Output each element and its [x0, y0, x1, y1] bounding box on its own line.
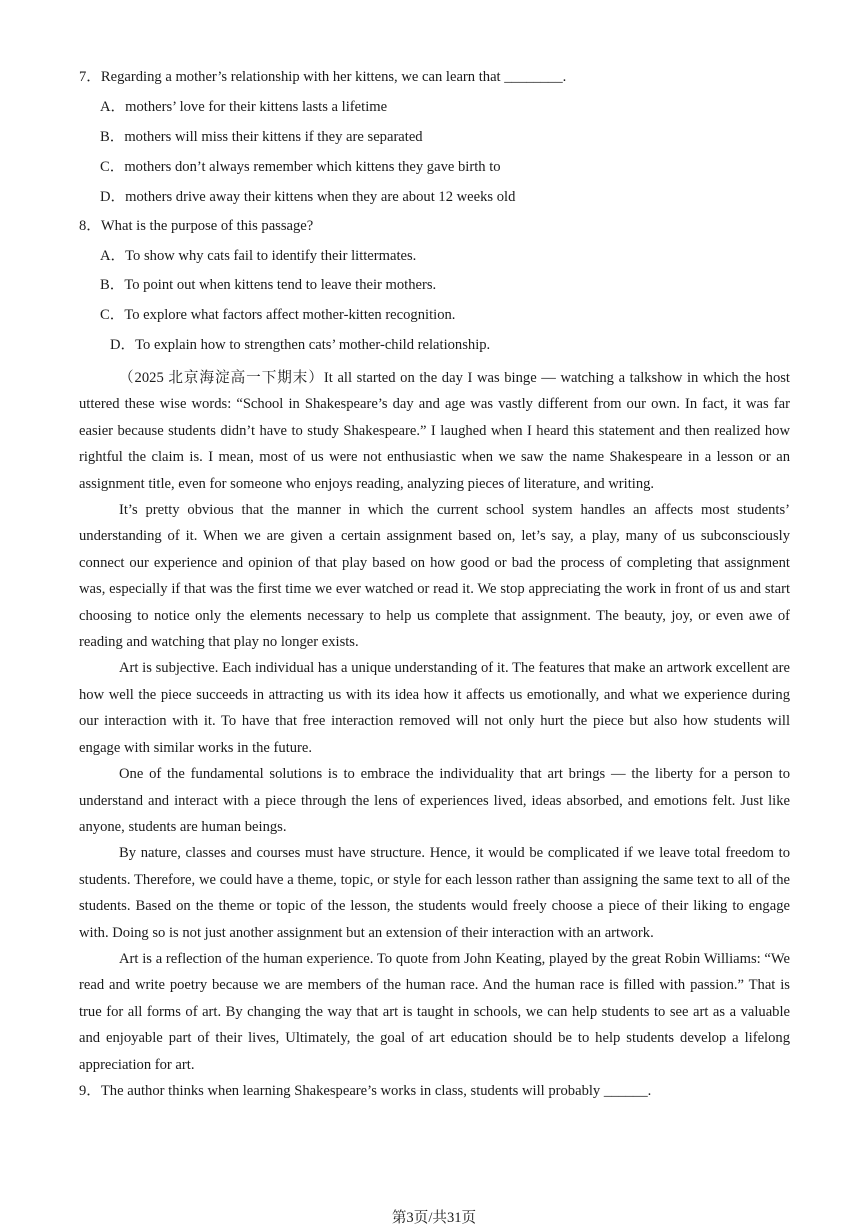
passage-paragraph-3: Art is subjective. Each individual has a unique understanding of it. The features that make an artwork excellent are how well the piece succeeds in attracting us with its idea how it affects us emotionally, and what we experience during our interaction with it. To have that free interaction removed will not only hurt the piece but also how students will engage with similar works in the future. — [79, 660, 790, 756]
question-7-option-d: D．mothers drive away their kittens when they are about 12 weeks old — [100, 189, 516, 205]
question-7-option-c: C．mothers don’t always remember which kittens they gave birth to — [100, 159, 501, 175]
passage-paragraph-2: It’s pretty obvious that the manner in which the current school system handles an affects most students’ understanding of it. When we are given a certain assignment based on, let’s say, a play, many of us subconsciously connect our experience and opinion of that play based on how good or bad the process of completing that assignment was, especially if that was the first time we ever watched or read it. We stop appreciating the work in front of us and start choosing to notice only the elements necessary to help us complete that assignment. The beauty, joy, or even awe of reading and watching that play no longer exists. — [79, 502, 790, 651]
question-7-option-a: A．mothers’ love for their kittens lasts a lifetime — [100, 99, 388, 115]
question-7-stem: 7．Regarding a mother’s relationship with her kittens, we can learn that ________. — [79, 69, 567, 85]
passage-paragraph-5: By nature, classes and courses must have structure. Hence, it would be complicated if we leave total freedom to students. Therefore, we could have a theme, topic, or style for each lesson rather than assigning the same text to all of the students. Based on the theme or topic of the lesson, the students would freely choose a piece of their liking to engage with. Doing so is not just another assignment but an extension of their interaction with an artwork. — [79, 845, 790, 941]
passage-paragraph-4: One of the fundamental solutions is to embrace the individuality that art brings — the liberty for a person to understand and interact with a piece through the lens of experiences lived, ideas absorbed, and emotions felt. Just like anyone, students are human beings. — [79, 766, 790, 835]
passage-paragraph-6: Art is a reflection of the human experience. To quote from John Keating, played by the great Robin Williams: “We read and write poetry because we are members of the human race. And the human race is filled with passion.” That is true for all forms of art. By changing the way that art is taught in schools, we can help students to see art as a valuable and enjoyable part of their lives, Ultimately, the goal of art education should be to help students develop a lifelong appreciation for art. — [79, 950, 790, 1073]
question-8-option-c: C．To explore what factors affect mother-kitten recognition. — [100, 307, 456, 323]
question-7-option-b: B．mothers will miss their kittens if they are separated — [100, 129, 423, 145]
reading-passage — [79, 365, 790, 1078]
passage-paragraph-1: （2025 北京海淀高一下期末）It all started on the day I was binge — watching a talkshow in which the host uttered these wise words: “School in Shakespeare’s day and age was vastly different from our own. In fact, it was far easier because students didn’t have to study Shakespeare.” I laughed when I heard this statement and then realized how rightful the claim is. I mean, most of us were not enthusiastic when we saw the name Shakespeare in a lesson or an assignment title, even for someone who enjoys reading, analyzing pieces of literature, and writing. — [79, 370, 790, 492]
page-number-footer: 第3页/共31页 — [391, 1210, 477, 1226]
question-8-option-b: B．To point out when kittens tend to leave their mothers. — [100, 277, 437, 293]
question-8-option-d: D．To explain how to strengthen cats’ mother-child relationship. — [110, 337, 491, 353]
question-8-option-a: A．To show why cats fail to identify their littermates. — [100, 248, 417, 264]
question-8-stem: 8．What is the purpose of this passage? — [79, 218, 314, 234]
question-9-stem: 9．The author thinks when learning Shakespeare’s works in class, students will probably ______. — [79, 1083, 652, 1099]
